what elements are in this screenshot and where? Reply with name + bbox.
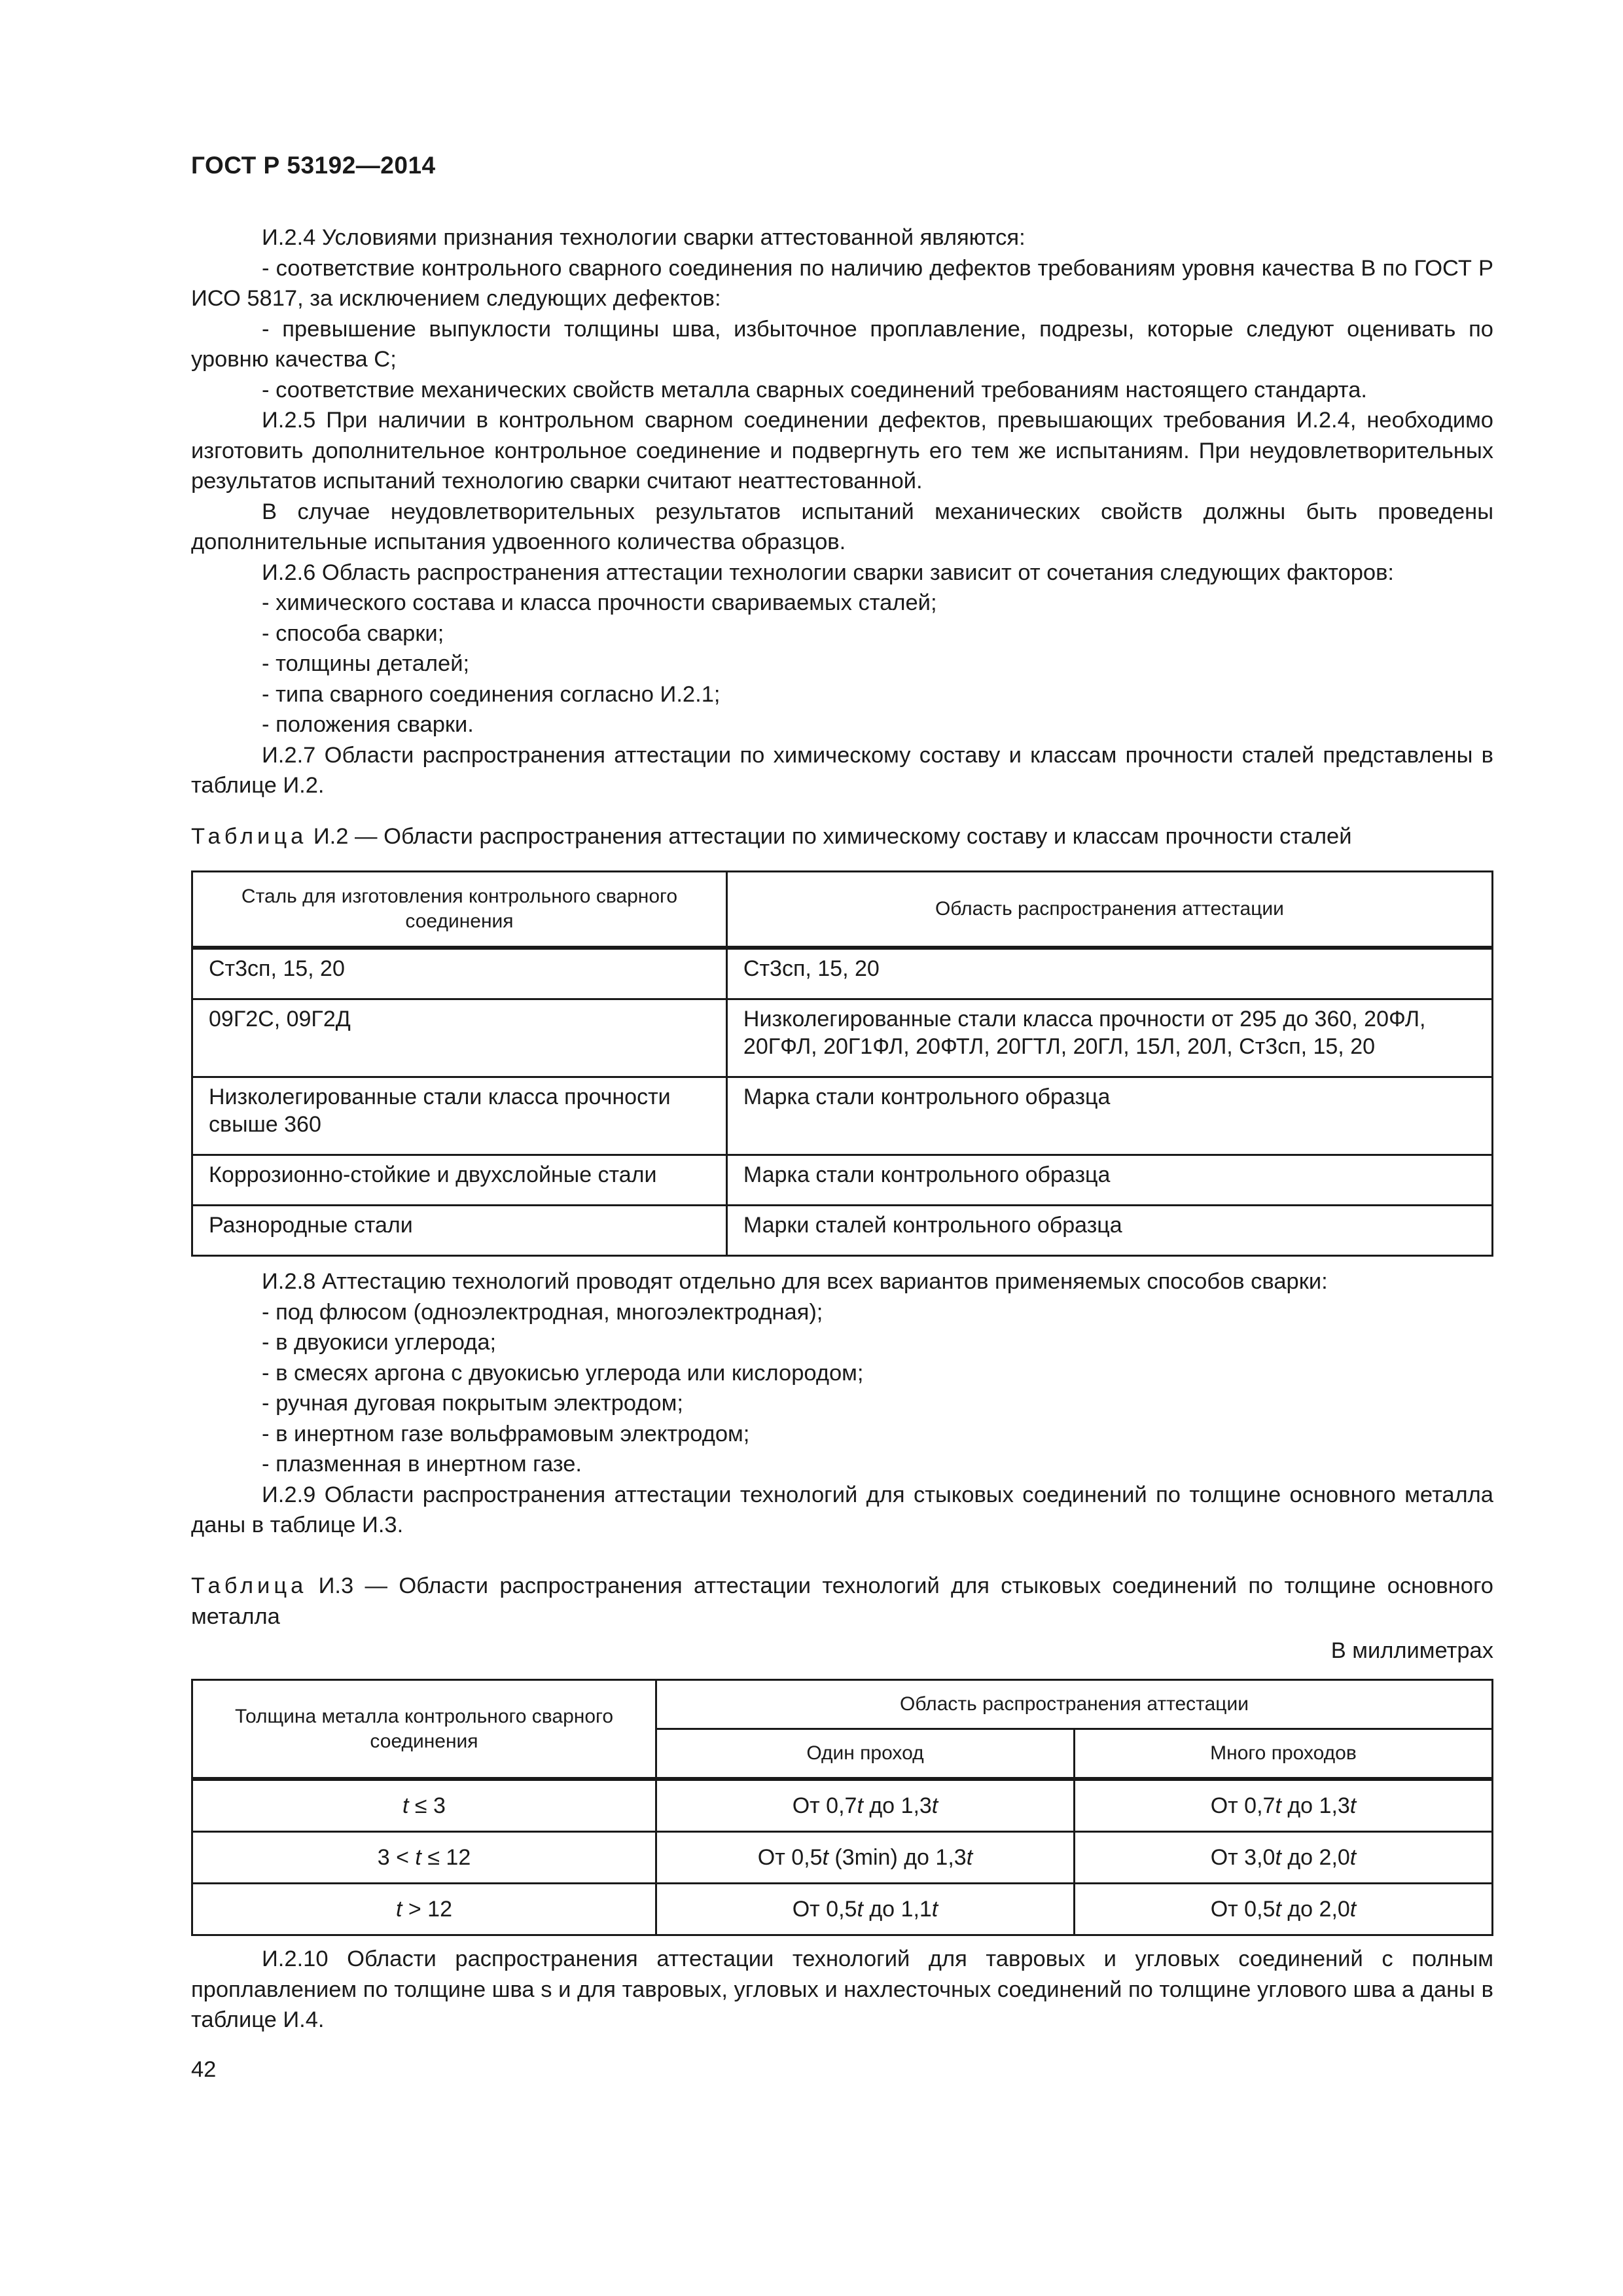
list-item: - в двуокиси углерода; (262, 1330, 497, 1355)
document-header: ГОСТ Р 53192—2014 (191, 152, 436, 179)
table-cell: От 0,7t до 1,3t (1074, 1779, 1492, 1832)
table-row (192, 1155, 1493, 1206)
page-number: 42 (191, 2057, 217, 2082)
table-cell: Марка стали контрольного образца (726, 1077, 1492, 1155)
table-row (192, 948, 1493, 999)
table-cell: Разнородные стали (192, 1206, 727, 1256)
table-cell: От 0,7t до 1,3t (656, 1779, 1075, 1832)
table-caption-text: И.3 — Области распространения аттестации технологий для стыковых соединений по толщине основного металла (191, 1573, 1493, 1629)
list-item: - под флюсом (одноэлектродная, многоэлектродная); (262, 1299, 823, 1325)
table-cell: Низколегированные стали класса прочности свыше 360 (192, 1077, 727, 1155)
table-cell: От 3,0t до 2,0t (1074, 1832, 1492, 1884)
table-cell: 3 < t ≤ 12 (192, 1832, 656, 1884)
paragraph-i27: И.2.7 Области распространения аттестации по химическому составу и классам прочности сталей представлены в таблице И.2. (191, 742, 1493, 798)
list-item: - ручная дуговая покрытым электродом; (262, 1391, 683, 1416)
table-header-row (192, 1680, 1493, 1729)
table-cell: t > 12 (192, 1884, 656, 1935)
list-item: - плазменная в инертном газе. (262, 1452, 582, 1477)
table-cell: Марки сталей контрольного образца (726, 1206, 1492, 1256)
paragraph-i28: И.2.8 Аттестацию технологий проводят отдельно для всех вариантов применяемых способов сварки: (262, 1269, 1328, 1294)
list-item: - в смесях аргона с двуокисью углерода или кислородом; (262, 1360, 864, 1386)
column-group-header: Область распространения аттестации (656, 1680, 1493, 1729)
table-row (192, 1832, 1493, 1884)
table-row (192, 1884, 1493, 1935)
table-cell: От 0,5t до 1,1t (656, 1884, 1075, 1935)
section-1 (191, 223, 1493, 801)
paragraph-mechanical: - соответствие механических свойств металла сварных соединений требованиям настоящего стандарта. (262, 377, 1367, 403)
column-header: Сталь для изготовления контрольного сварного соединения (192, 872, 727, 948)
table-cell: Коррозионно-стойкие и двухслойные стали (192, 1155, 727, 1206)
table-units: В миллиметрах (1330, 1638, 1493, 1663)
paragraph-i25: И.2.5 При наличии в контрольном сварном соединении дефектов, превышающих требования И.2.4, необходимо изготовить дополнительное контрольное соединение и подвергнуть его тем же испытаниям. При неудовлетворительных результатов испытаний технологию сварки считают неаттестованной. (191, 408, 1493, 493)
paragraph-i210: И.2.10 Области распространения аттестации технологий для тавровых и угловых соединений с полным проплавлением по толщине шва s и для тавровых, угловых и нахлесточных соединений по толщине углового шва a даны в таблице И.4. (191, 1946, 1493, 2032)
table-row (192, 1779, 1493, 1832)
table-header-row (192, 872, 1493, 948)
table-cell: Марка стали контрольного образца (726, 1155, 1492, 1206)
section-3 (191, 1944, 1493, 2036)
list-item: - в инертном газе вольфрамовым электродом; (262, 1421, 750, 1446)
table-cell: Ст3сп, 15, 20 (192, 948, 727, 999)
column-header: Область распространения аттестации (726, 872, 1492, 948)
table-2-caption (191, 821, 1493, 852)
table-caption-text: И.2 — Области распространения аттестации по химическому составу и классам прочности сталей (307, 824, 1352, 849)
table-3 (191, 1679, 1493, 1936)
paragraph-i29: И.2.9 Области распространения аттестации технологий для стыковых соединений по толщине основного металла даны в таблице И.3. (191, 1482, 1493, 1537)
paragraph-exceptions: - превышение выпуклости толщины шва, избыточное проплавление, подрезы, которые следуют оценивать по уровню качества C; (191, 316, 1493, 372)
column-header: Много проходов (1074, 1729, 1492, 1780)
list-item: - способа сварки; (262, 620, 444, 646)
table-label: Таблица (191, 1573, 308, 1598)
list-item: - толщины деталей; (262, 651, 470, 676)
list-item: - положения сварки. (262, 712, 474, 737)
table-row (192, 1077, 1493, 1155)
paragraph-retest: В случае неудовлетворительных результатов испытаний механических свойств должны быть проведены дополнительные испытания удвоенного количества образцов. (191, 499, 1493, 554)
list-item: - типа сварного соединения согласно И.2.1; (262, 681, 721, 707)
table-2 (191, 870, 1493, 1257)
column-header: Толщина металла контрольного сварного соединения (192, 1680, 656, 1780)
table-cell: От 0,5t до 2,0t (1074, 1884, 1492, 1935)
table-cell: t ≤ 3 (192, 1779, 656, 1832)
table-cell: Ст3сп, 15, 20 (726, 948, 1492, 999)
paragraph-quality-b: - соответствие контрольного сварного соединения по наличию дефектов требованиям уровня качества B по ГОСТ Р ИСО 5817, за исключением следующих дефектов: (191, 255, 1493, 311)
table-3-caption (191, 1571, 1493, 1666)
table-label: Таблица (191, 824, 308, 849)
column-header: Один проход (656, 1729, 1075, 1780)
table-3-wrapper (191, 1679, 1493, 1936)
table-2-wrapper (191, 870, 1493, 1257)
table-cell: От 0,5t (3min) до 1,3t (656, 1832, 1075, 1884)
table-row (192, 999, 1493, 1077)
paragraph-i26: И.2.6 Область распространения аттестации технологии сварки зависит от сочетания следующих факторов: (262, 560, 1395, 585)
table-cell: Низколегированные стали класса прочности от 295 до 360, 20ФЛ, 20ГФЛ, 20Г1ФЛ, 20ФТЛ, 20ГТЛ, 20ГЛ, 15Л, 20Л, Ст3сп, 15, 20 (726, 999, 1492, 1077)
table-row (192, 1206, 1493, 1256)
list-item: - химического состава и класса прочности свариваемых сталей; (262, 590, 937, 615)
section-2 (191, 1266, 1493, 1541)
paragraph-i24: И.2.4 Условиями признания технологии сварки аттестованной являются: (262, 225, 1026, 250)
table-cell: 09Г2С, 09Г2Д (192, 999, 727, 1077)
